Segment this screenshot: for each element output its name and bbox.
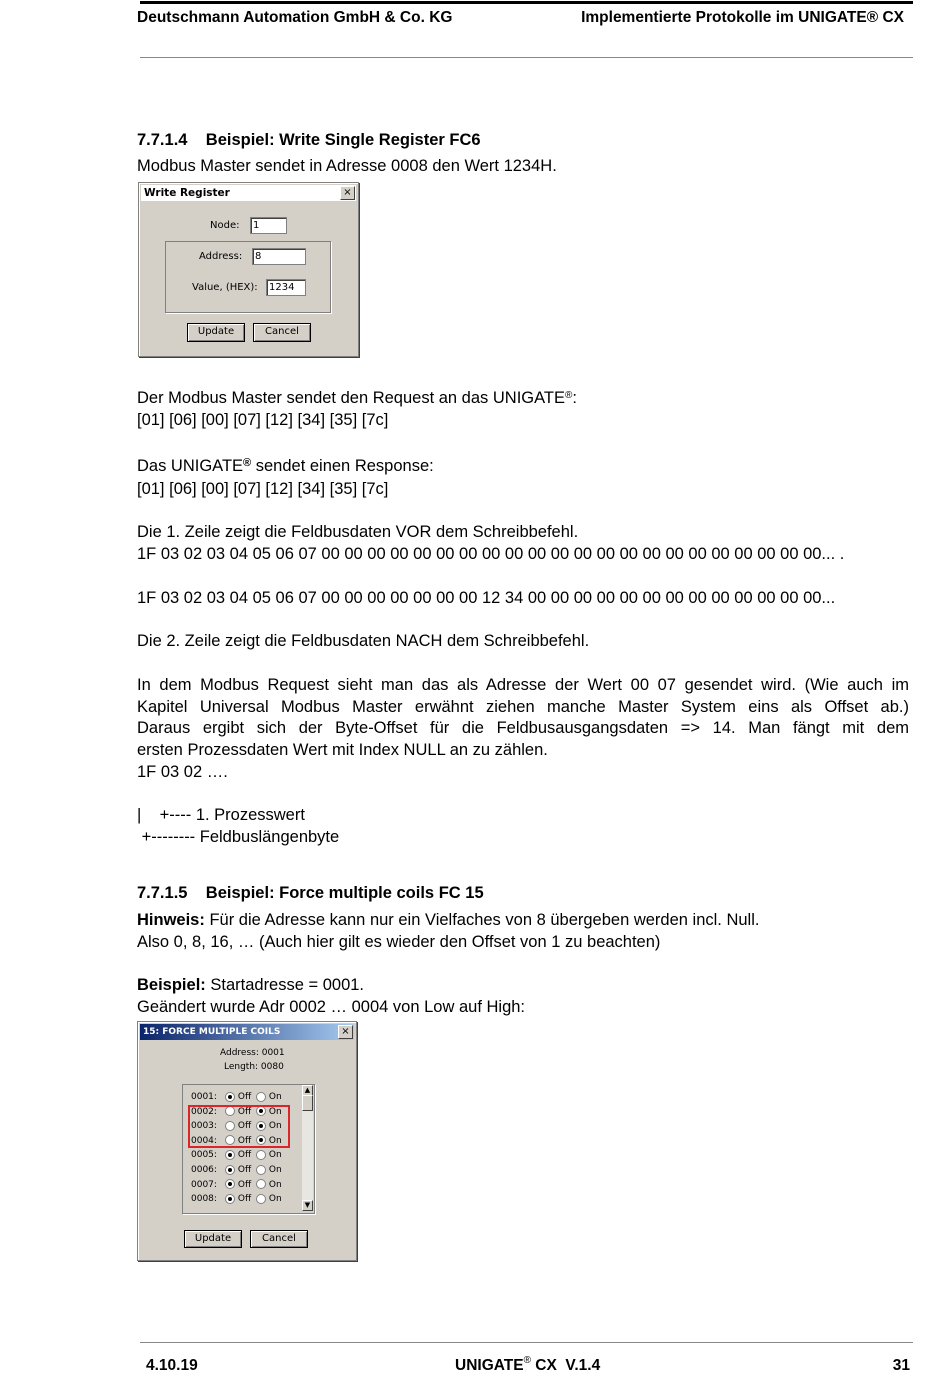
dialog-title: Write Register — [141, 185, 356, 201]
off-label: Off — [237, 1121, 252, 1132]
off-label: Off — [237, 1194, 252, 1205]
registered-mark: ® — [523, 1355, 531, 1366]
coil-row — [191, 1163, 287, 1177]
footer-product-name: UNIGATE — [455, 1357, 524, 1374]
section-heading-fc6: 7.7.1.4 Beispiel: Write Single Register FC6 — [137, 131, 481, 149]
coils-list — [182, 1084, 315, 1214]
cancel-button[interactable]: Cancel — [253, 323, 311, 342]
on-radio[interactable] — [256, 1165, 266, 1175]
value-label: Value, (HEX): — [192, 282, 258, 293]
line2-description: Die 2. Zeile zeigt die Feldbusdaten NACH dem Schreibbefehl. — [137, 632, 590, 650]
length-display: Length: 0080 — [224, 1062, 284, 1072]
off-radio[interactable] — [225, 1150, 235, 1160]
off-label: Off — [237, 1135, 252, 1146]
off-label: Off — [237, 1106, 252, 1117]
example-label: Beispiel: — [137, 976, 206, 994]
off-radio[interactable] — [225, 1092, 235, 1102]
cancel-button[interactable]: Cancel — [250, 1230, 308, 1248]
registered-mark: ® — [565, 390, 573, 401]
coil-address: 0005: — [191, 1150, 217, 1161]
on-radio[interactable] — [256, 1150, 266, 1160]
on-label: On — [268, 1179, 282, 1190]
request-text: Der Modbus Master sendet den Request an das UNIGATE — [137, 389, 565, 407]
coil-address: 0002: — [191, 1106, 217, 1117]
code-line-3: +-------- Feldbuslängenbyte — [137, 828, 340, 846]
coil-address: 0001: — [191, 1092, 217, 1102]
update-button[interactable]: Update — [187, 323, 245, 342]
coil-address: 0008: — [191, 1194, 217, 1205]
coil-address: 0006: — [191, 1165, 217, 1175]
close-icon[interactable]: × — [338, 1025, 353, 1039]
dialog-title: 15: FORCE MULTIPLE COILS — [140, 1024, 354, 1040]
node-input[interactable]: 1 — [250, 217, 287, 234]
footer-rule — [140, 1342, 913, 1343]
request-colon: : — [572, 389, 577, 407]
on-label: On — [268, 1121, 282, 1132]
scroll-thumb[interactable] — [302, 1095, 313, 1111]
off-radio[interactable] — [225, 1194, 235, 1204]
response-bytes: [01] [06] [00] [07] [12] [34] [35] [7c] — [137, 480, 389, 498]
scroll-up-icon[interactable]: ▲ — [302, 1085, 313, 1096]
section-intro-fc6: Modbus Master sendet in Adresse 0008 den Wert 1234H. — [137, 157, 557, 175]
coil-address: 0004: — [191, 1135, 217, 1146]
node-label: Node: — [210, 220, 240, 231]
on-label: On — [268, 1194, 282, 1205]
coil-row — [191, 1192, 287, 1206]
off-label: Off — [237, 1150, 252, 1161]
code-line-2: | +---- 1. Prozesswert — [137, 806, 305, 824]
paragraph-line-4: ersten Prozessdaten Wert mit Index NULL an zu zählen. — [137, 741, 548, 759]
write-register-dialog — [138, 182, 359, 357]
coil-address: 0003: — [191, 1121, 217, 1132]
close-icon[interactable]: × — [340, 186, 355, 200]
code-line-1: 1F 03 02 …. — [137, 763, 228, 781]
request-line — [137, 387, 577, 409]
off-radio[interactable] — [225, 1179, 235, 1189]
footer-page-number: 31 — [892, 1357, 910, 1374]
on-label: On — [268, 1135, 282, 1146]
header-rule — [140, 57, 913, 58]
header-company: Deutschmann Automation GmbH & Co. KG — [137, 9, 453, 26]
force-multiple-coils-dialog — [137, 1021, 357, 1261]
coil-row — [191, 1090, 287, 1104]
on-label: On — [268, 1106, 282, 1117]
off-radio[interactable] — [225, 1165, 235, 1175]
hint-line-2: Also 0, 8, 16, … (Auch hier gilt es wieder den Offset von 1 zu beachten) — [137, 933, 661, 951]
on-label: On — [268, 1150, 282, 1161]
example-line — [137, 974, 364, 996]
address-display: Address: 0001 — [220, 1048, 285, 1058]
on-radio[interactable] — [256, 1092, 266, 1102]
response-text: Das UNIGATE — [137, 457, 244, 475]
on-radio[interactable] — [256, 1194, 266, 1204]
line2-hex: 1F 03 02 03 04 05 06 07 00 00 00 00 00 00 00 12 34 00 00 00 00 00 00 00 00 00 00 00 00 00... — [137, 589, 836, 607]
coil-row — [191, 1178, 287, 1192]
coil-row — [191, 1148, 287, 1162]
example-text: Startadresse = 0001. — [205, 976, 365, 994]
on-label: On — [268, 1165, 282, 1175]
on-label: On — [268, 1092, 282, 1102]
paragraph-line-1: In dem Modbus Request sieht man das als Adresse der Wert 00 07 gesendet wird. (Wie auch im — [137, 676, 909, 694]
hint-text: Für die Adresse kann nur ein Vielfaches von 8 übergeben werden incl. Null. — [204, 911, 760, 929]
header-top-line — [140, 1, 913, 4]
off-label: Off — [237, 1092, 252, 1102]
hint-label: Hinweis: — [137, 911, 205, 929]
paragraph-line-2: Kapitel Universal Modbus Master erwähnt ziehen manche Master System eins als Offset ab.) — [137, 698, 909, 716]
update-button[interactable]: Update — [184, 1230, 242, 1248]
footer-date: 4.10.19 — [146, 1357, 198, 1374]
highlight-box — [188, 1105, 290, 1148]
header-title: Implementierte Protokolle im UNIGATE® CX — [581, 9, 904, 26]
off-label: Off — [237, 1165, 252, 1175]
coils-scrollbar[interactable] — [301, 1085, 313, 1211]
address-input[interactable]: 8 — [252, 248, 306, 265]
response-line — [137, 455, 434, 477]
changed-line: Geändert wurde Adr 0002 … 0004 von Low auf High: — [137, 998, 525, 1016]
line1-description: Die 1. Zeile zeigt die Feldbusdaten VOR dem Schreibbefehl. — [137, 523, 579, 541]
response-text-end: sendet einen Response: — [251, 457, 434, 475]
value-input[interactable]: 1234 — [266, 279, 306, 296]
hint-line — [137, 909, 759, 931]
coil-address: 0007: — [191, 1179, 217, 1190]
line1-hex: 1F 03 02 03 04 05 06 07 00 00 00 00 00 00 00 00 00 00 00 00 00 00 00 00 00 00 00 00 00 00... . — [137, 545, 845, 563]
address-label: Address: — [199, 251, 243, 262]
registered-mark: ® — [243, 457, 252, 469]
dialog-group-box — [165, 241, 331, 313]
footer-version: CX V.1.4 — [530, 1357, 601, 1374]
request-bytes: [01] [06] [00] [07] [12] [34] [35] [7c] — [137, 411, 389, 429]
footer-product — [455, 1357, 600, 1375]
on-radio[interactable] — [256, 1179, 266, 1189]
off-label: Off — [237, 1179, 252, 1190]
scroll-down-icon[interactable]: ▼ — [302, 1200, 313, 1211]
section-heading-fc15: 7.7.1.5 Beispiel: Force multiple coils FC 15 — [137, 884, 484, 902]
paragraph-line-3: Daraus ergibt sich der Byte-Offset für die Feldbusausgangsdaten => 14. Man fängt mit dem — [137, 719, 909, 737]
